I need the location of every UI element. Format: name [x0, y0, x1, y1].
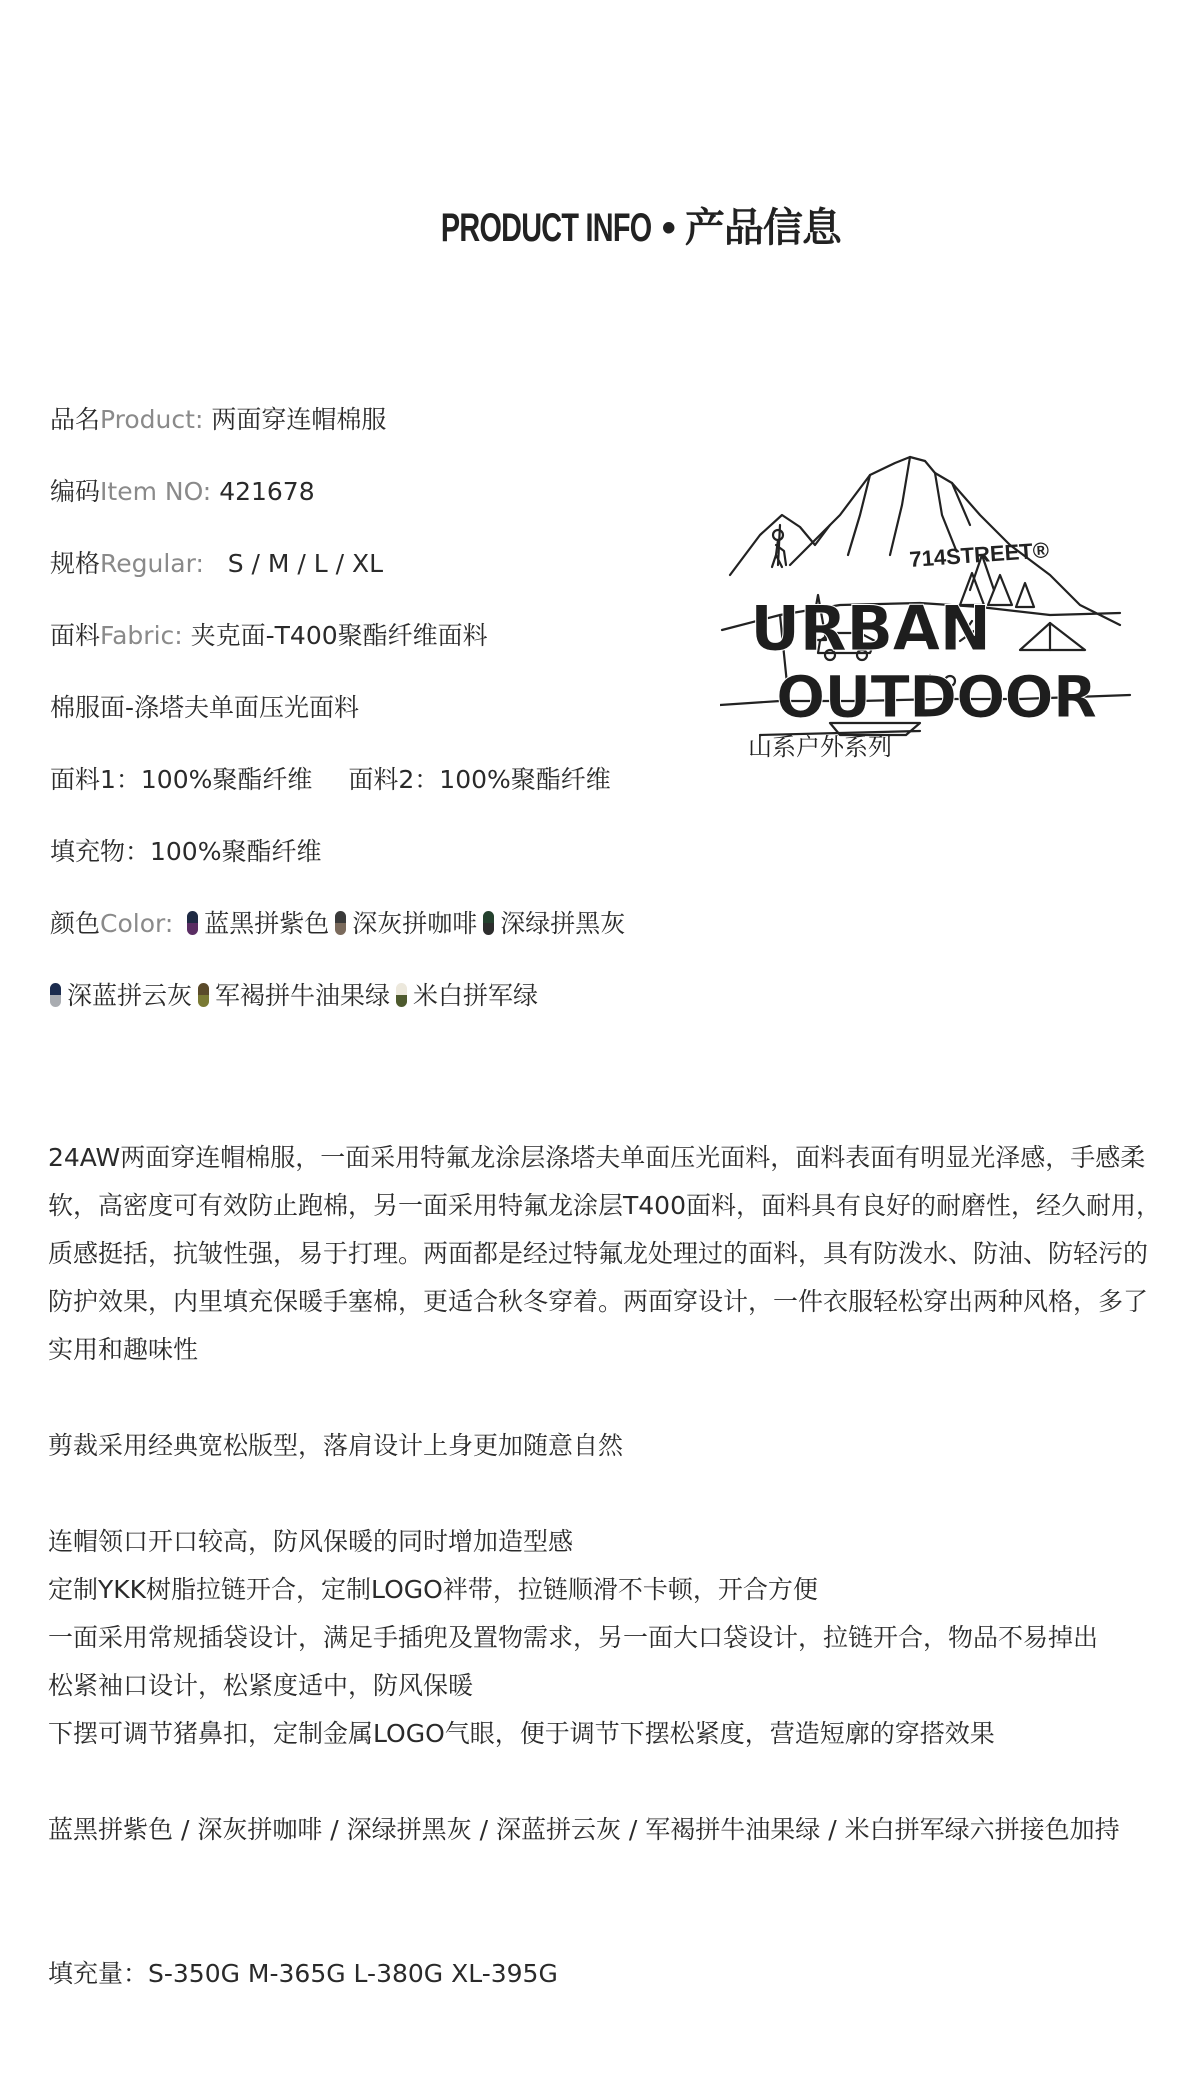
regular-value: S / M / L / XL	[227, 549, 384, 578]
spec-fabric	[50, 618, 488, 654]
fill-weight-text: 填充量：S-350G M-365G L-380G XL-395G	[48, 1959, 558, 1988]
colors-summary: 蓝黑拼紫色 / 深灰拼咖啡 / 深绿拼黑灰 / 深蓝拼云灰 / 军褐拼牛油果绿 / 米白拼军绿六拼接色加持	[48, 1815, 1120, 1844]
description-paragraph: 剪裁采用经典宽松版型，落肩设计上身更加随意自然	[48, 1431, 624, 1460]
regular-label: 规格	[50, 549, 101, 578]
item-no-label: 编码	[50, 477, 101, 506]
title-cn: 产品信息	[684, 206, 841, 250]
logo-brand: 714STREET®	[908, 537, 1050, 572]
color-name: 深灰拼咖啡	[352, 909, 478, 938]
color-name: 深绿拼黑灰	[500, 909, 626, 938]
feature-line: 定制YKK树脂拉链开合，定制LOGO袢带，拉链顺滑不卡顿，开合方便	[48, 1575, 818, 1604]
item-no-label-en: Item NO:	[100, 477, 212, 506]
swatch-icon	[187, 911, 198, 935]
feature-line: 一面采用常规插袋设计，满足手插兜及置物需求，另一面大口袋设计，拉链开合，物品不易掉出	[48, 1623, 1099, 1652]
logo-line2: OUTDOOR	[776, 663, 1097, 731]
color-label: 颜色	[50, 909, 101, 938]
swatch-icon	[50, 983, 61, 1007]
color-name: 深蓝拼云灰	[67, 981, 193, 1010]
description-paragraph: 24AW两面穿连帽棉服，一面采用特氟龙涂层涤塔夫单面压光面料，面料表面有明显光泽感，手感柔软，高密度可有效防止跑棉，另一面采用特氟龙涂层T400面料，面料具有良好的耐磨性，经久耐用，质感挺括，抗皱性强，易于打理。两面都是经过特氟龙处理过的面料，具有防泼水、防油、防轻污的防护效果，内里填充保暖手塞棉，更适合秋冬穿着。两面穿设计，一件衣服轻松穿出两种风格，多了实用和趣味性	[48, 1143, 1161, 1364]
description-colors	[48, 1806, 1168, 1854]
spec-regular	[50, 546, 383, 582]
title-separator: •	[651, 206, 685, 250]
feature-line: 连帽领口开口较高，防风保暖的同时增加造型感	[48, 1527, 574, 1556]
spec-item-no	[50, 474, 315, 510]
urban-outdoor-logo	[720, 455, 1140, 855]
description-main	[48, 1134, 1168, 1374]
logo-series: 山系户外系列	[748, 733, 892, 761]
product-label-en: Product:	[100, 405, 204, 434]
description-fill-weight	[48, 1950, 1168, 1998]
page-title	[0, 196, 1200, 253]
feature-line: 松紧袖口设计，松紧度适中，防风保暖	[48, 1671, 474, 1700]
swatch-icon	[198, 983, 209, 1007]
regular-label-en: Regular:	[100, 549, 204, 578]
color-name: 蓝黑拼紫色	[204, 909, 330, 938]
fabric-line2-text: 棉服面-涤塔夫单面压光面料	[50, 693, 360, 722]
feature-line: 下摆可调节猪鼻扣，定制金属LOGO气眼，便于调节下摆松紧度，营造短廓的穿搭效果	[48, 1719, 995, 1748]
logo-line1: URBAN	[750, 592, 991, 665]
fabric-comp1: 面料1：100%聚酯纤维	[50, 765, 313, 794]
fabric-comp2: 面料2：100%聚酯纤维	[348, 765, 611, 794]
swatch-icon	[335, 911, 346, 935]
filling-text: 填充物：100%聚酯纤维	[50, 837, 322, 866]
spec-fabric-line2	[50, 690, 359, 726]
color-name: 米白拼军绿	[413, 981, 539, 1010]
fabric-label: 面料	[50, 621, 101, 650]
title-en: PRODUCT INFO	[441, 206, 652, 250]
fabric-value: 夹克面-T400聚酯纤维面料	[190, 621, 488, 650]
spec-fabric-composition	[50, 762, 611, 798]
description-cut	[48, 1422, 1168, 1470]
spec-color-row2	[44, 978, 538, 1014]
fabric-label-en: Fabric:	[100, 621, 183, 650]
color-label-en: Color:	[100, 909, 174, 938]
spec-product	[50, 402, 386, 438]
color-name: 军褐拼牛油果绿	[215, 981, 391, 1010]
swatch-icon	[396, 983, 407, 1007]
swatch-icon	[483, 911, 494, 935]
product-value: 两面穿连帽棉服	[211, 405, 387, 434]
product-label: 品名	[50, 405, 101, 434]
spec-filling	[50, 834, 321, 870]
description-features	[48, 1518, 1168, 1758]
item-no-value: 421678	[219, 477, 315, 506]
spec-color-row1	[50, 906, 625, 942]
